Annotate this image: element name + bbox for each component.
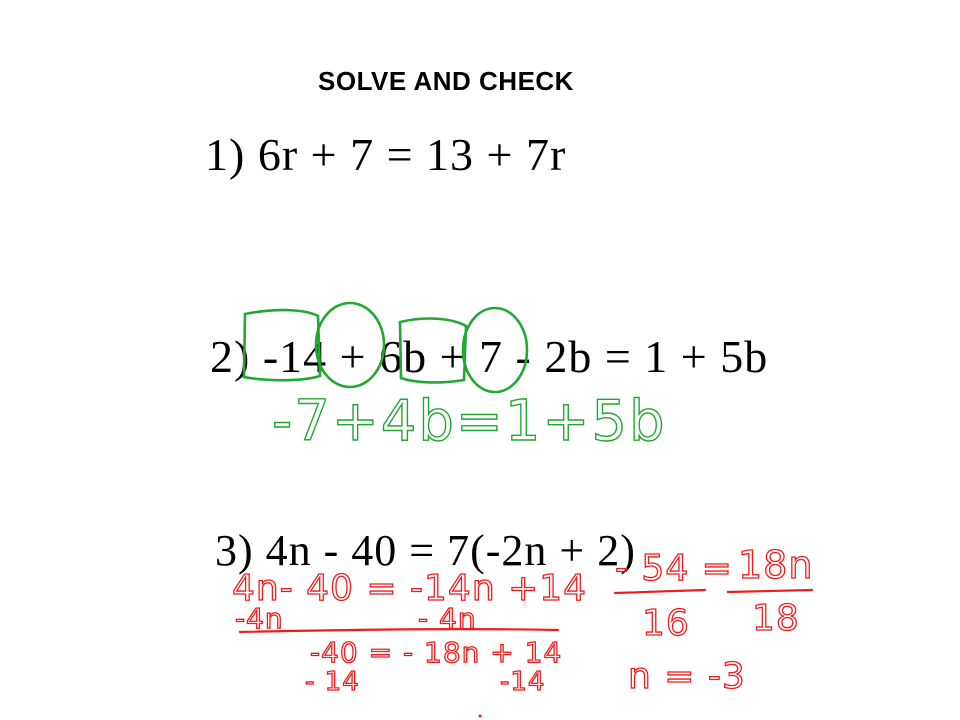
red-work (232, 543, 813, 718)
red-line-3: -40 = - 18n + 14 (310, 636, 563, 669)
red-underline (240, 629, 558, 632)
green-combined-equation: -7+4b=1+5b (272, 389, 667, 454)
red-fraction-bar-right (728, 590, 812, 592)
green-box-minus14 (244, 310, 320, 380)
red-dot (479, 715, 482, 718)
problem-1: 1) 6r + 7 = 13 + 7r (205, 129, 567, 180)
red-line-4-right: -14 (500, 667, 546, 697)
green-grouping-marks (244, 303, 527, 392)
red-line-2-left: -4n (235, 602, 284, 635)
red-line-4-left: - 14 (305, 667, 360, 697)
red-fraction-left-denominator: 16 (642, 603, 690, 644)
red-fraction-left-numerator: - 54 = (615, 548, 733, 589)
red-answer: n = -3 (628, 656, 746, 697)
red-line-2-right: - 4n (418, 602, 477, 635)
green-circle-2b (463, 308, 527, 392)
green-circle-6b (316, 303, 384, 387)
green-box-7 (400, 319, 466, 383)
red-fraction-bar-left (615, 590, 705, 593)
problem-3: 3) 4n - 40 = 7(-2n + 2) (215, 526, 636, 575)
red-line-1: 4n- 40 = -14n +14 (232, 568, 588, 609)
slide-title: SOLVE AND CHECK (318, 66, 574, 96)
problem-2: 2) -14 + 6b + 7 - 2b = 1 + 5b (210, 331, 769, 382)
red-fraction-right-denominator: 18 (752, 598, 800, 639)
red-fraction-right-numerator: 18n (738, 543, 814, 587)
